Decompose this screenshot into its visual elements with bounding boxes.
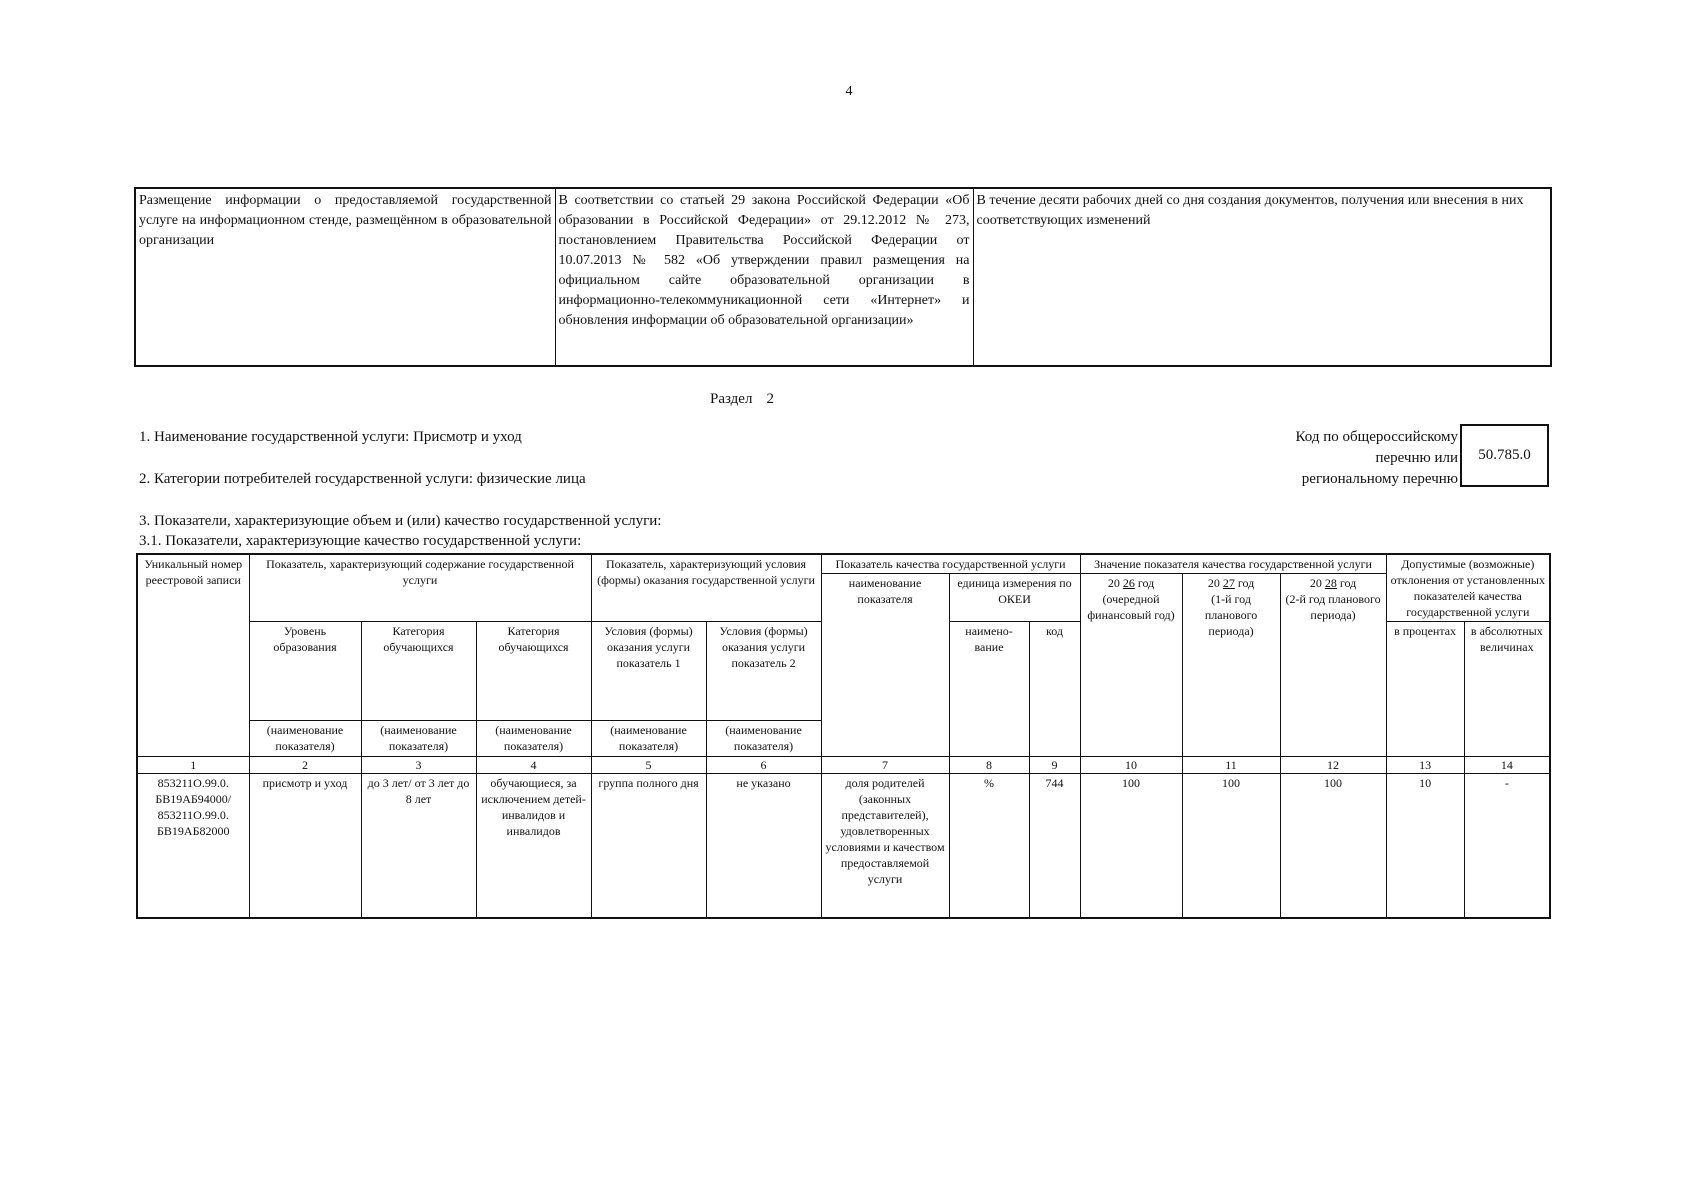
col-number: 7 (821, 757, 949, 774)
cell-condition1: группа полного дня (591, 774, 706, 918)
col-number: 13 (1386, 757, 1464, 774)
year2-value: 27 (1222, 576, 1235, 590)
page-number: 4 (845, 84, 853, 99)
header-conditions-indicator: Показатель, характеризующий условия (формы) оказания государственной услуги (591, 554, 821, 622)
cell-level: присмотр и уход (249, 774, 361, 918)
section-title (710, 391, 774, 408)
col-number: 5 (591, 757, 706, 774)
year3-value: 28 (1324, 576, 1337, 590)
indicators-title: 3. Показатели, характеризующие объем и (или) качество государственной услуги: (139, 513, 662, 529)
cell-value-2026: 100 (1080, 774, 1182, 918)
header-indicator-name: наименование показателя (821, 574, 949, 757)
col-number: 10 (1080, 757, 1182, 774)
cell-registry-code: 853211О.99.0. БВ19АБ94000/ 853211О.99.0. БВ19АБ82000 (137, 774, 249, 918)
year2-note: (1-й год планового периода) (1204, 592, 1258, 638)
table-row (137, 774, 1550, 918)
header-percent: в процентах (1386, 622, 1464, 757)
cell-value-2027: 100 (1182, 774, 1280, 918)
header-sub-condition2: Условия (формы) оказания услуги показатель 2 (наименование показателя) (706, 622, 821, 757)
info-cell-frequency: В течение десяти рабочих дней со дня создания документов, получения или внесения в них соответствующих изменений (973, 188, 1551, 366)
col-number: 6 (706, 757, 821, 774)
col-number: 2 (249, 757, 361, 774)
cell-unit-code: 744 (1029, 774, 1080, 918)
cell-deviation-absolute: - (1464, 774, 1550, 918)
col-number: 9 (1029, 757, 1080, 774)
quality-title: 3.1. Показатели, характеризующие качество государственной услуги: (139, 533, 582, 549)
header-unit: единица измерения по ОКЕИ (949, 574, 1080, 622)
col-number: 8 (949, 757, 1029, 774)
header-content-indicator: Показатель, характеризующий содержание государственной услуги (249, 554, 591, 622)
code-value-box (1460, 424, 1549, 487)
header-sub-category2: Категория обучающихся (наименование показателя) (476, 622, 591, 757)
section-number: 2 (766, 391, 774, 407)
consumer-categories: 2. Категории потребителей государственной услуги: физические лица (139, 471, 586, 487)
header-year-2027 (1182, 574, 1280, 757)
cell-unit-name: % (949, 774, 1029, 918)
cell-indicator: доля родителей (законных представителей), удовлетворенных условиями и качеством предоставляемой услуги (821, 774, 949, 918)
quality-table (136, 553, 1551, 919)
info-table (134, 187, 1552, 367)
cell-category1: до 3 лет/ от 3 лет до 8 лет (361, 774, 476, 918)
cell-deviation-percent: 10 (1386, 774, 1464, 918)
header-sub-category1: Категория обучающихся (наименование показателя) (361, 622, 476, 757)
header-deviation: Допустимые (возможные) отклонения от установленных показателей качества государственной услуги (1386, 554, 1550, 622)
year3-prefix: 20 (1309, 576, 1322, 590)
code-label-line3: региональному перечню (1301, 471, 1458, 487)
year2-prefix: 20 (1207, 576, 1220, 590)
year1-prefix: 20 (1107, 576, 1120, 590)
header-unit-name: наимено-вание (949, 622, 1029, 757)
column-numbers-row (137, 757, 1550, 774)
col-number: 1 (137, 757, 249, 774)
header-quality-value: Значение показателя качества государственной услуги (1080, 554, 1386, 574)
header-sub-level: Уровень образования (наименование показателя) (249, 622, 361, 757)
cell-value-2028: 100 (1280, 774, 1386, 918)
header-absolute: в абсолютных величинах (1464, 622, 1550, 757)
header-unique-number: Уникальный номер реестровой записи (137, 554, 249, 757)
header-unit-code: код (1029, 622, 1080, 757)
col-number: 11 (1182, 757, 1280, 774)
col-number: 14 (1464, 757, 1550, 774)
year2-suffix: год (1237, 576, 1255, 590)
header-quality-indicator: Показатель качества государственной услуги (821, 554, 1080, 574)
col-number: 4 (476, 757, 591, 774)
year1-note: (очередной финансовый год) (1087, 592, 1175, 622)
year3-note: (2-й год планового периода) (1285, 592, 1381, 622)
code-label (1250, 427, 1458, 490)
header-year-2028 (1280, 574, 1386, 757)
header-year-2026 (1080, 574, 1182, 757)
code-value: 50.785.0 (1478, 447, 1531, 463)
cell-condition2: не указано (706, 774, 821, 918)
year3-suffix: год (1339, 576, 1357, 590)
year1-value: 26 (1122, 576, 1135, 590)
year1-suffix: год (1137, 576, 1155, 590)
col-number: 3 (361, 757, 476, 774)
info-cell-method: В соответствии со статьей 29 закона Российской Федерации «Об образовании в Российской Федерации» от 29.12.2012 № 273, постановлением Правительства Российской Федерации от 10.07.2013 № 582 «Об утверждении правил размещения на официальном сайте образовательной организации в информационно-телекоммуникационной сети «Интернет» и обновления информации об образовательной организации» (555, 188, 973, 366)
code-label-line1: Код по общероссийскому (1295, 429, 1458, 445)
info-cell-content: Размещение информации о предоставляемой государственной услуге на информационном стенде, размещённом в образовательной организации (135, 188, 555, 366)
cell-category2: обучающиеся, за исключением детей-инвалидов и инвалидов (476, 774, 591, 918)
section-label: Раздел (710, 391, 753, 407)
service-name: 1. Наименование государственной услуги: Присмотр и уход (139, 429, 522, 445)
col-number: 12 (1280, 757, 1386, 774)
code-label-line2: перечню или (1375, 450, 1458, 466)
header-sub-condition1: Условия (формы) оказания услуги показатель 1 (наименование показателя) (591, 622, 706, 757)
